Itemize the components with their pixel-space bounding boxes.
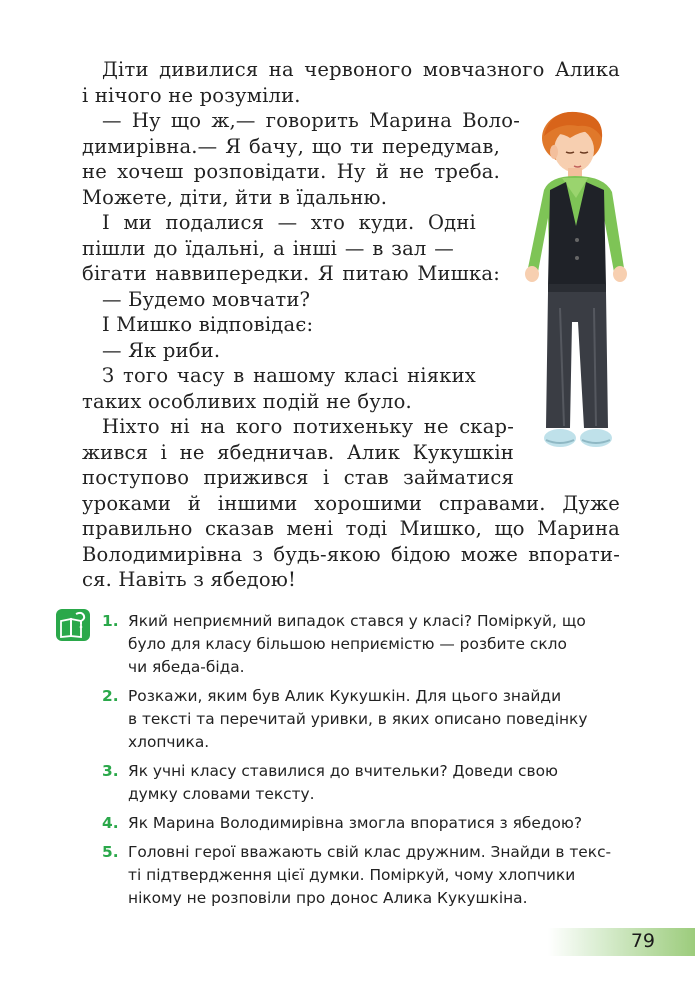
story-line: Можете, діти, йти в їдальню. xyxy=(82,185,388,209)
story-line: ся. Навіть з ябедою! xyxy=(82,568,297,591)
story-line: не хочеш розповідати. Ну й не треба. xyxy=(82,160,500,183)
question-line: нікому не розповіли про донос Алика Кукушкіна. xyxy=(128,889,528,907)
question-item xyxy=(102,841,620,910)
story-line: З того часу в нашому класі ніяких xyxy=(102,364,476,387)
story-line: жився і не ябедничав. Алик Кукушкін xyxy=(82,440,514,464)
story-line: — Ну що ж,— говорить Марина Воло- xyxy=(102,109,520,132)
story-line: — Як риби. xyxy=(102,338,221,362)
questions-list xyxy=(102,610,620,916)
question-number: 4. xyxy=(102,814,119,832)
question-line: було для класу більшою неприємістю — розбите скло xyxy=(128,635,567,653)
book-question-icon xyxy=(56,609,90,641)
story-line: — Будемо мовчати? xyxy=(102,287,311,311)
page-number: 79 xyxy=(630,930,655,952)
story-line: пішли до їдальні, а інші — в зал — xyxy=(82,236,454,260)
question-line: Як учні класу ставилися до вчительки? Доведи свою xyxy=(128,762,558,780)
question-number: 2. xyxy=(102,687,119,705)
question-number: 3. xyxy=(102,762,119,780)
question-line: ті підтвердження цієї думки. Поміркуй, чому хлопчики xyxy=(128,866,576,884)
story-line: Володимирівна з будь-якою бідою може впорати- xyxy=(82,542,620,566)
story-line: І ми подалися — хто куди. Одні xyxy=(102,211,476,234)
question-line: чи ябеда-біда. xyxy=(128,658,245,676)
question-line: Як Марина Володимирівна змогла впоратися з ябедою? xyxy=(128,814,583,832)
story-line: Ніхто ні на кого потихеньку не скар- xyxy=(102,415,514,438)
story-line: поступово прижився і став займатися xyxy=(82,466,514,489)
question-item xyxy=(102,812,620,835)
question-line: Який неприємний випадок стався у класі? Поміркуй, що xyxy=(128,612,586,630)
question-item xyxy=(102,760,620,806)
question-line: хлопчика. xyxy=(128,733,210,751)
question-line: в тексті та перечитай уривки, в яких описано поведінку xyxy=(128,710,588,728)
story-line: уроками й іншими хорошими справами. Дуже xyxy=(82,491,620,515)
question-item xyxy=(102,685,620,754)
page-number-bar xyxy=(548,928,695,956)
story-line: І Мишко відповідає: xyxy=(102,313,314,336)
story-line: правильно сказав мені тоді Мишко, що Марина xyxy=(82,517,620,540)
story-line: бігати наввипередки. Я питаю Мишка: xyxy=(82,262,500,285)
question-number: 1. xyxy=(102,612,119,630)
story-line: димирівна.— Я бачу, що ти передумав, xyxy=(82,134,500,158)
question-line: думку словами тексту. xyxy=(128,785,315,803)
story-line: Діти дивилися на червоного мовчазного Алика xyxy=(102,58,620,81)
question-item xyxy=(102,610,620,679)
story-line: таких особливих подій не було. xyxy=(82,389,412,413)
question-line: Розкажи, яким був Алик Кукушкін. Для цього знайди xyxy=(128,687,562,705)
boy-illustration-icon xyxy=(520,108,640,458)
question-line: Головні герої вважають свій клас дружним. Знайди в текс- xyxy=(128,843,612,861)
question-number: 5. xyxy=(102,843,119,861)
story-line: і нічого не розуміли. xyxy=(82,83,301,107)
